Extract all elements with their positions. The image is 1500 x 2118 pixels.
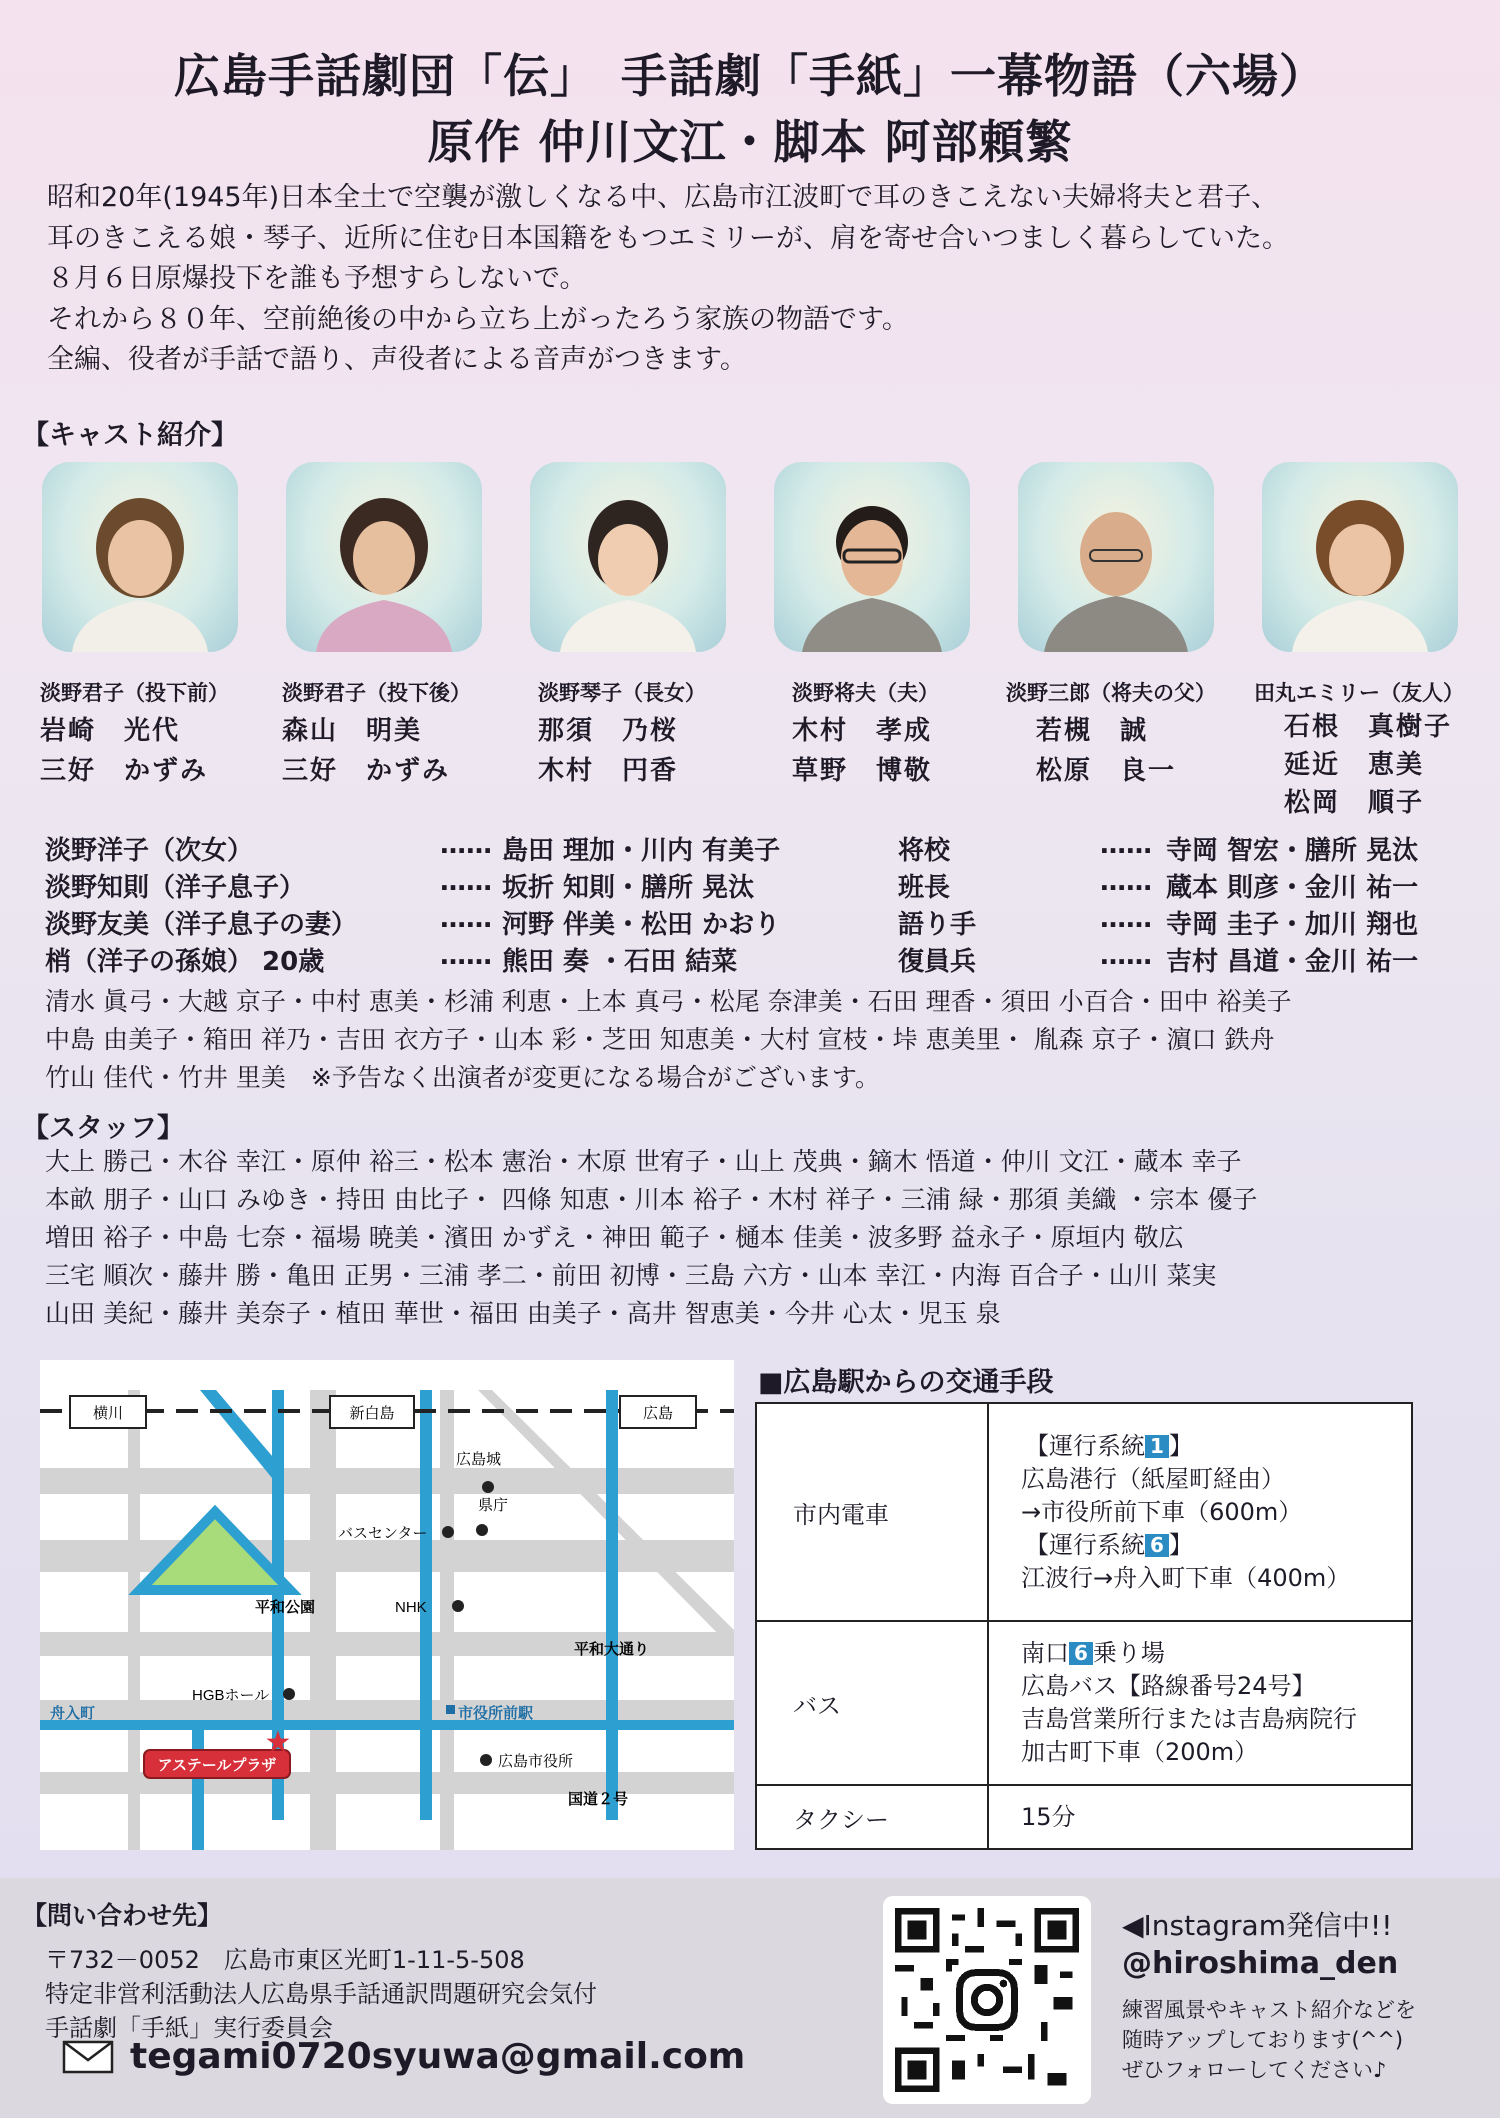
cast-row-role: 梢（洋子の孫娘） 20歳 <box>45 947 325 977</box>
station-label: 広島 <box>642 1405 674 1422</box>
cast-name: 木村 孝成 <box>792 716 933 746</box>
cast-row-dots: …… <box>440 830 492 860</box>
map-label: 県庁 <box>478 1497 509 1514</box>
cast-photo-1 <box>42 462 238 652</box>
cast-row-actors: 島田 理加・川内 有美子 <box>502 836 781 866</box>
staff-line: 増田 裕子・中島 七奈・福場 暁美・濱田 かずえ・神田 範子・樋本 佳美・波多野 益永子・原垣内 敬広 <box>45 1223 1184 1252</box>
cast-name: 松原 良一 <box>1036 756 1177 786</box>
page-title: 広島手話劇団「伝」 手話劇「手紙」一幕物語（六場） <box>174 49 1326 103</box>
cast-photo-5 <box>1018 462 1214 652</box>
cast-name: 那須 乃桜 <box>538 716 679 746</box>
cast-row-role: 将校 <box>898 836 951 866</box>
synopsis-line: 耳のきこえる娘・琴子、近所に住む日本国籍をもつエミリーが、肩を寄せ合いつましく暮らしていた。 <box>47 222 1289 254</box>
cast-name: 木村 円香 <box>538 756 679 786</box>
station-label: 新白島 <box>349 1405 395 1422</box>
staff-heading: 【スタッフ】 <box>22 1113 184 1144</box>
transport-mode: 市内電車 <box>756 1403 988 1621</box>
route-label: 【運行系統 <box>1025 1431 1145 1460</box>
transport-mode: タクシー <box>756 1785 988 1849</box>
cast-row-dots: …… <box>1100 941 1152 971</box>
route-label: 】 <box>1168 1530 1193 1559</box>
cast-row-dots: …… <box>440 867 492 897</box>
table-row <box>756 1403 1412 1621</box>
transport-mode: バス <box>756 1621 988 1785</box>
map-label: 広島市役所 <box>498 1753 574 1770</box>
transport-table <box>755 1402 1413 1850</box>
cast-name: 草野 博敬 <box>792 756 933 786</box>
route-label: 南口 <box>1021 1639 1069 1667</box>
route-line: →市役所前下車（600m） <box>1021 1497 1303 1526</box>
qr-code[interactable] <box>883 1896 1091 2104</box>
cast-row-role: 班長 <box>898 873 951 903</box>
route-number-badge: 6 <box>1069 1642 1093 1665</box>
map-label: 平和大通り <box>574 1641 650 1658</box>
map-label: 広島城 <box>456 1451 502 1468</box>
cast-row-actors: 寺岡 圭子・加川 翔也 <box>1166 910 1419 940</box>
cast-role: 淡野君子（投下後） <box>282 681 471 705</box>
synopsis <box>47 178 1467 381</box>
portrait-icon <box>286 462 482 652</box>
cast-row-dots: …… <box>440 904 492 934</box>
cast-row-role: 復員兵 <box>898 947 977 977</box>
cast-photo-6 <box>1262 462 1458 652</box>
route-label: 】 <box>1168 1431 1193 1460</box>
cast-name: 石根 真樹子 <box>1284 712 1453 742</box>
cast-name: 延近 恵美 <box>1284 750 1425 780</box>
portrait-icon <box>530 462 726 652</box>
map-label: 国道２号 <box>568 1791 629 1808</box>
cast-role: 田丸エミリー（友人） <box>1254 681 1464 705</box>
station-label: 横川 <box>92 1405 124 1422</box>
portrait-icon <box>1018 462 1214 652</box>
contact-address: 〒732－0052 広島市東区光町1-11-5-508 <box>45 1946 525 1974</box>
contact-org: 特定非営利活動法人広島県手話通訳問題研究会気付 <box>45 1980 597 2008</box>
cast-name: 森山 明美 <box>282 716 423 746</box>
instagram-desc: ぜひフォローしてください♪ <box>1122 2058 1387 2082</box>
cast-row-role: 淡野洋子（次女） <box>45 836 254 866</box>
map-label: 平和公園 <box>255 1599 316 1616</box>
instagram-handle[interactable]: @hiroshima_den <box>1122 1946 1399 1981</box>
email-address[interactable]: tegami0720syuwa@gmail.com <box>130 2036 746 2077</box>
cast-row-actors: 坂折 知則・膳所 晃汰 <box>502 873 755 903</box>
cast-name: 若槻 誠 <box>1036 716 1149 746</box>
portrait-icon <box>1262 462 1458 652</box>
route-line: 広島バス【路線番号24号】 <box>1021 1672 1316 1700</box>
page-subtitle: 原作 仲川文江・脚本 阿部頼繁 <box>427 115 1073 169</box>
synopsis-line: それから８０年、空前絶後の中から立ち上がったろう家族の物語です。 <box>47 303 909 335</box>
synopsis-line: 昭和20年(1945年)日本全土で空襲が激しくなる中、広島市江波町で耳のきこえない夫婦将夫と君子、 <box>47 182 1279 213</box>
cast-role: 淡野三郎（将夫の父） <box>1006 681 1216 705</box>
cast-row-role: 淡野友美（洋子息子の妻） <box>45 910 358 940</box>
staff-line: 本畝 朋子・山口 みゆき・持田 由比子・ 四條 知恵・川本 裕子・木村 祥子・三浦 緑・那須 美織 ・宗本 優子 <box>45 1185 1258 1214</box>
cast-role: 淡野琴子（長女） <box>538 681 706 705</box>
cast-row-actors: 寺岡 智宏・膳所 晃汰 <box>1166 836 1419 866</box>
staff-line: 三宅 順次・藤井 勝・亀田 正男・三浦 孝二・前田 初博・三島 六方・山本 幸江・内海 百合子・山川 菜実 <box>45 1261 1217 1290</box>
cast-row-dots: …… <box>1100 904 1152 934</box>
cast-row-actors: 熊田 奏 ・石田 結菜 <box>502 947 738 977</box>
route-line: 加古町下車（200m） <box>1021 1738 1259 1766</box>
map-label: NHK <box>395 1599 427 1616</box>
table-row <box>756 1785 1412 1849</box>
qr-code-icon <box>895 1908 1079 2092</box>
cast-name: 三好 かずみ <box>40 756 209 786</box>
venue-label: アステールプラザ <box>157 1757 277 1774</box>
instagram-desc: 練習風景やキャスト紹介などを <box>1122 1998 1416 2022</box>
ensemble-line: 中島 由美子・箱田 祥乃・吉田 衣方子・山本 彩・芝田 知恵美・大村 宣枝・垰 恵美里・ 胤森 京子・濵口 鉄舟 <box>45 1025 1275 1054</box>
route-line: 江波行→舟入町下車（400m） <box>1021 1563 1351 1592</box>
cast-photo-4 <box>774 462 970 652</box>
staff-line: 山田 美紀・藤井 美奈子・植田 華世・福田 由美子・高井 智恵美・今井 心太・児玉 泉 <box>45 1299 1001 1328</box>
cast-row-dots: …… <box>1100 867 1152 897</box>
staff-list <box>45 1143 1465 1333</box>
portrait-icon <box>42 462 238 652</box>
synopsis-line: ８月６日原爆投下を誰も予想すらしないで。 <box>47 263 587 294</box>
cast-name: 松岡 順子 <box>1284 788 1425 818</box>
cast-row-role: 語り手 <box>898 910 977 940</box>
cast-name: 三好 かずみ <box>282 756 451 786</box>
route-label: 【運行系統 <box>1025 1530 1145 1559</box>
route-line: 吉島営業所行または吉島病院行 <box>1021 1705 1357 1733</box>
envelope-icon <box>62 2040 114 2074</box>
portrait-icon <box>774 462 970 652</box>
contact-heading: 【問い合わせ先】 <box>22 1901 223 1930</box>
contact-committee: 手話劇「手紙」実行委員会 <box>45 2014 333 2042</box>
map-label: HGBホール <box>192 1687 270 1704</box>
cast-photo-2 <box>286 462 482 652</box>
route-line: 広島港行（紙屋町経由） <box>1021 1464 1285 1493</box>
cast-role: 淡野君子（投下前） <box>40 681 229 705</box>
cast-row-role: 淡野知則（洋子息子） <box>45 873 306 903</box>
cast-row-actors: 吉村 昌道・金川 祐一 <box>1166 947 1419 977</box>
transport-detail: 15分 <box>988 1785 1412 1849</box>
staff-line: 大上 勝己・木谷 幸江・原仲 裕三・松本 憲治・木原 世宥子・山上 茂典・鏑木 悟道・仲川 文江・蔵本 幸子 <box>45 1147 1242 1176</box>
cast-photo-3 <box>530 462 726 652</box>
map-label: バスセンター <box>338 1525 428 1542</box>
ensemble-line: 竹山 佳代・竹井 里美 ※予告なく出演者が変更になる場合がございます。 <box>45 1063 880 1092</box>
route-label: 乗り場 <box>1092 1639 1165 1667</box>
access-map <box>40 1360 734 1850</box>
route-number-badge: 1 <box>1145 1435 1169 1458</box>
cast-heading: 【キャスト紹介】 <box>22 420 238 451</box>
transport-detail <box>988 1621 1412 1785</box>
instagram-desc: 随時アップしております(^^) <box>1122 2028 1404 2052</box>
transport-title: ■広島駅からの交通手段 <box>758 1367 1054 1398</box>
cast-name: 岩崎 光代 <box>40 716 181 746</box>
ensemble-line: 清水 眞弓・大越 京子・中村 恵美・杉浦 利恵・上本 真弓・松尾 奈津美・石田 理香・須田 小百合・田中 裕美子 <box>45 987 1292 1016</box>
ensemble-cast <box>45 983 1465 1097</box>
table-row <box>756 1621 1412 1785</box>
cast-role: 淡野将夫（夫） <box>792 681 939 705</box>
cast-row-dots: …… <box>1100 830 1152 860</box>
cast-row-actors: 河野 伴美・松田 かおり <box>502 910 781 940</box>
cast-row-actors: 蔵本 則彦・金川 祐一 <box>1166 873 1419 903</box>
contact-email[interactable] <box>62 2036 745 2077</box>
map-label: 舟入町 <box>50 1705 96 1722</box>
instagram-label: ◀Instagram発信中!! <box>1122 1909 1393 1942</box>
cast-row-dots: …… <box>440 941 492 971</box>
transport-detail <box>988 1403 1412 1621</box>
route-number-badge: 6 <box>1145 1534 1169 1557</box>
map-label: 市役所前駅 <box>458 1705 534 1722</box>
star-icon: ★ <box>264 1726 292 1759</box>
synopsis-line: 全編、役者が手話で語り、声役者による音声がつきます。 <box>47 344 747 375</box>
